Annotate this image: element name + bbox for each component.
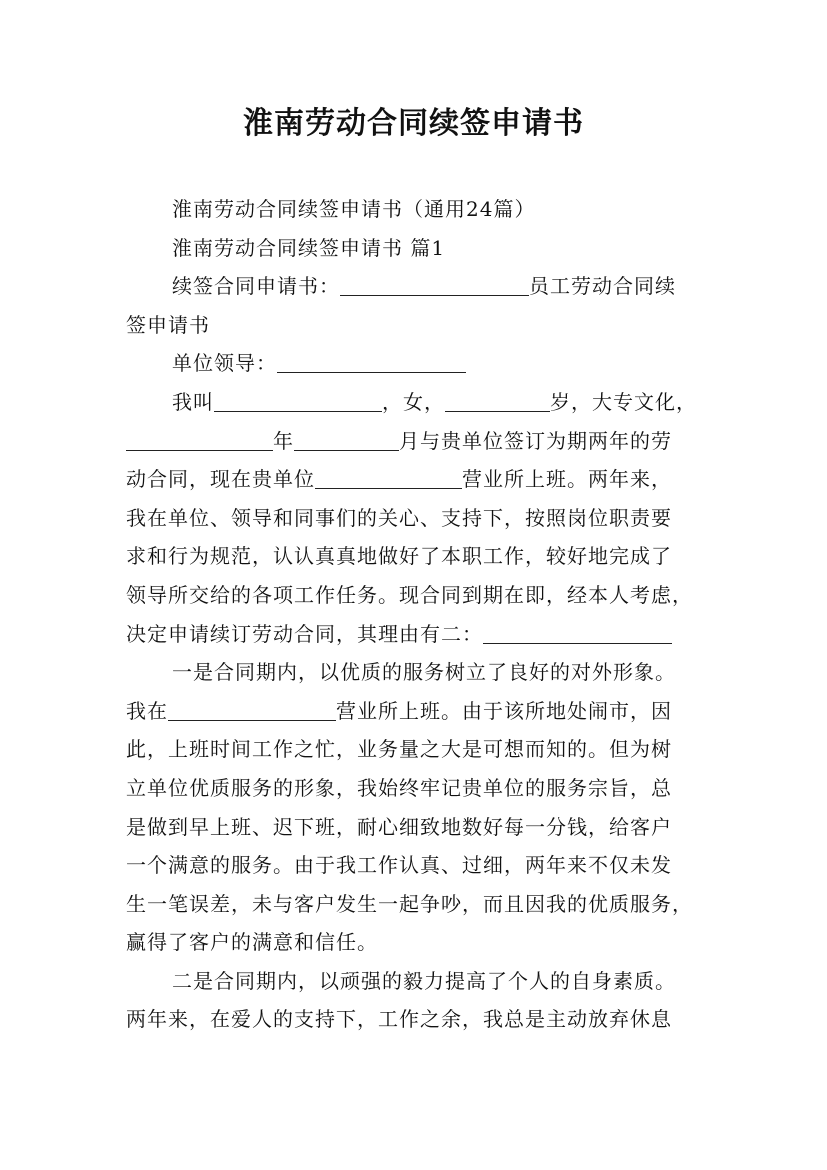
text-line: 我叫 ，女， 岁，大专文化， bbox=[126, 383, 714, 422]
text-line: 两年来，在爱人的支持下，工作之余，我总是主动放弃休息 bbox=[126, 1007, 672, 1032]
fill-in-blank bbox=[483, 617, 672, 644]
text-line: 生一笔误差，未与客户发生一起争吵，而且因我的优质服务， bbox=[126, 891, 693, 916]
text-line: 是做到早上班、迟下班，耐心细致地数好每一分钱，给客户 bbox=[126, 814, 672, 839]
text-line: 单位领导： bbox=[126, 344, 714, 383]
text-line: 我在单位、领导和同事们的关心、支持下，按照岗位职责要 bbox=[126, 505, 672, 530]
text-line: 年 月与贵单位签订为期两年的劳 bbox=[126, 422, 714, 461]
text-line: 赢得了客户的满意和信任。 bbox=[126, 930, 378, 955]
text-line: 此，上班时间工作之忙，业务量之大是可想而知的。但为树 bbox=[126, 737, 672, 762]
text-line: 我在 营业所上班。由于该所地处闹市，因 bbox=[126, 692, 714, 731]
text-line: 续签合同申请书： 员工劳动合同续 bbox=[126, 267, 714, 306]
fill-in-blank bbox=[214, 385, 382, 412]
text-line: 领导所交给的各项工作任务。现合同到期在即，经本人考虑， bbox=[126, 582, 693, 607]
text-line: 二是合同期内，以顽强的毅力提高了个人的自身素质。 bbox=[172, 968, 676, 993]
fill-in-blank bbox=[445, 385, 550, 412]
fill-in-blank bbox=[340, 269, 529, 296]
text-line: 求和行为规范，认认真真地做好了本职工作，较好地完成了 bbox=[126, 544, 672, 569]
fill-in-blank bbox=[168, 694, 336, 721]
fill-in-blank bbox=[126, 424, 273, 451]
document-body bbox=[126, 190, 714, 1039]
text-line: 淮南劳动合同续签申请书 篇1 bbox=[172, 235, 446, 260]
document-title: 淮南劳动合同续签申请书 bbox=[243, 106, 584, 141]
text-line: 动合同，现在贵单位 营业所上班。两年来， bbox=[126, 460, 714, 499]
fill-in-blank bbox=[294, 424, 399, 451]
text-line: 签申请书 bbox=[126, 312, 210, 337]
text-line: 一是合同期内，以优质的服务树立了良好的对外形象。 bbox=[172, 660, 676, 685]
text-line: 一个满意的服务。由于我工作认真、过细，两年来不仅未发 bbox=[126, 853, 672, 878]
text-line: 立单位优质服务的形象，我始终牢记贵单位的服务宗旨，总 bbox=[126, 775, 672, 800]
fill-in-blank bbox=[315, 462, 462, 489]
fill-in-blank bbox=[277, 346, 466, 373]
text-line: 淮南劳动合同续签申请书（通用24篇） bbox=[172, 197, 536, 221]
text-line: 决定申请续订劳动合同，其理由有二： bbox=[126, 615, 714, 654]
